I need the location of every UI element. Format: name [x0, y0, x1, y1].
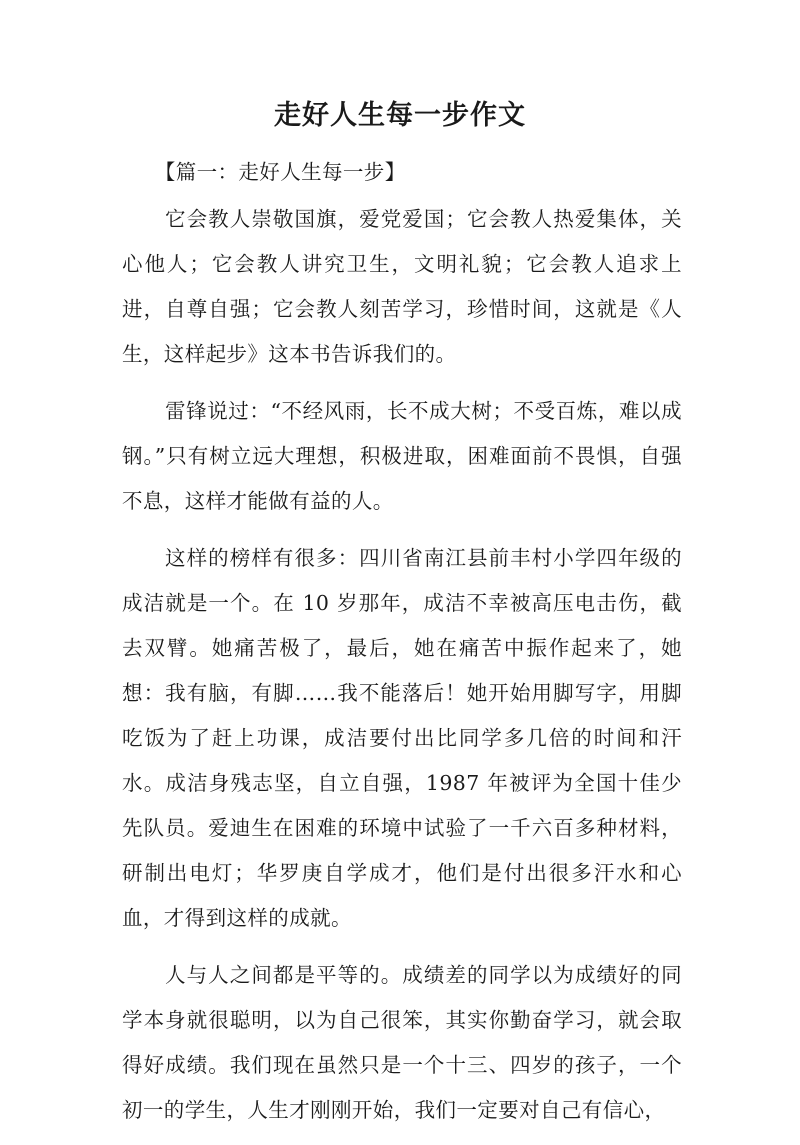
- paragraph: 这样的榜样有很多：四川省南江县前丰村小学四年级的成洁就是一个。在 10 岁那年，成洁不幸被高压电击伤，截去双臂。她痛苦极了，最后，她在痛苦中振作起来了，她想：我有脑，有脚……我不能落后！她开始用脚写字，用脚吃饭为了赶上功课，成洁要付出比同学多几倍的时间和汗水。成洁身残志坚，自立自强，1987 年被评为全国十佳少先队员。爱迪生在困难的环境中试验了一千六百多种材料，研制出电灯；华罗庚自学成才，他们是付出很多汗水和心血，才得到这样的成就。: [122, 546, 682, 930]
- document-body: [122, 150, 682, 1145]
- paragraph: 雷锋说过：“不经风雨，长不成大树；不受百炼，难以成钢。”只有树立远大理想，积极进取，困难面前不畏惧，自强不息，这样才能做有益的人。: [122, 399, 682, 513]
- paragraph: 人与人之间都是平等的。成绩差的同学以为成绩好的同学本身就很聪明，以为自己很笨，其实你勤奋学习，就会取得好成绩。我们现在虽然只是一个十三、四岁的孩子，一个初一的学生，人生才刚刚开始，我们一定要对自己有信心，: [122, 963, 682, 1122]
- paragraph: 它会教人崇敬国旗，爱党爱国；它会教人热爱集体，关心他人；它会教人讲究卫生，文明礼貌；它会教人追求上进，自尊自强；它会教人刻苦学习，珍惜时间，这就是《人生，这样起步》这本书告诉我们的。: [122, 207, 682, 366]
- document-title: 走好人生每一步作文: [274, 100, 526, 131]
- section-heading: 【篇一：走好人生每一步】: [154, 160, 406, 184]
